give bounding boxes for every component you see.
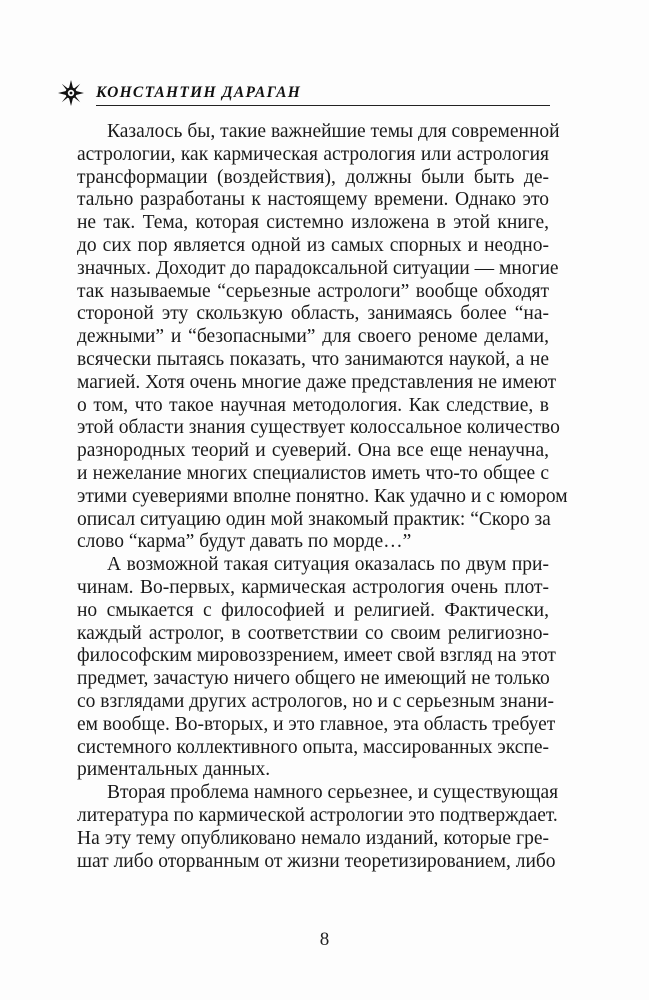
paragraph xyxy=(77,121,568,554)
text-line: А возможной такая ситуация оказалась по двум при- xyxy=(107,554,549,576)
text-line: дежными” и “безопасными” для своего реноме делами, xyxy=(77,326,549,348)
text-line: астрологии, как кармическая астрология или астрология xyxy=(77,143,549,165)
text-line: предмет, зачастую ничего общего не имеющий не только xyxy=(77,668,550,690)
text-line: разнородных теорий и суеверий. Она все еще ненаучна, xyxy=(77,440,549,462)
text-line: каждый астролог, в соответствии со своим религиозно- xyxy=(77,622,549,644)
text-line: так называемые “серьезные астрологи” вообще обходят xyxy=(77,280,549,302)
text-line: не так. Тема, которая системно изложена в этой книге, xyxy=(77,212,549,234)
page-number: 8 xyxy=(319,929,330,950)
paragraph xyxy=(77,782,559,873)
text-line: значных. Доходит до парадоксальной ситуации — многие xyxy=(77,257,559,279)
text-line: всячески пытаясь показать, что занимаются наукой, а не xyxy=(77,348,549,370)
text-line: трансформации (воздействия), должны были быть де- xyxy=(77,166,549,188)
text-line: стороной эту скользкую область, занимаясь более “на- xyxy=(77,303,549,325)
text-line: шат либо оторванным от жизни теоретизированием, либо xyxy=(77,850,556,872)
text-line: системного коллективного опыта, массированных экспе- xyxy=(77,736,549,758)
text-line: со взглядами других астрологов, но и с серьезным знани- xyxy=(77,690,554,712)
text-line: до сих пор является одной из самых спорных и неодно- xyxy=(77,234,549,256)
text-line: Казалось бы, такие важнейшие темы для современной xyxy=(107,121,560,142)
running-header xyxy=(58,80,550,108)
header-rule xyxy=(96,105,550,106)
text-line: магией. Хотя очень многие даже представления не имеют xyxy=(77,371,557,393)
text-line: описал ситуацию один мой знакомый практик: “Скоро за xyxy=(77,508,551,530)
paragraph xyxy=(77,554,556,782)
text-line: тально разработаны к настоящему времени. Однако это xyxy=(77,189,549,211)
text-line: На эту тему опубликовано немало изданий, которые гре- xyxy=(77,827,549,849)
text-line: слово “карма” будут давать по морде…” xyxy=(77,531,412,553)
text-line: о том, что такое научная методология. Как следствие, в xyxy=(77,394,549,416)
text-line: философским мировоззрением, имеет свой взгляд на этот xyxy=(77,645,556,667)
text-line: литература по кармической астрологии это подтверждает. xyxy=(77,804,558,826)
text-line: чинам. Во-первых, кармическая астрология очень плот- xyxy=(77,576,549,598)
text-line: Вторая проблема намного серьезнее, и существующая xyxy=(107,782,559,804)
text-line: но смыкается с философией и религией. Фактически, xyxy=(77,599,549,621)
text-line: этой области знания существует колоссальное количество xyxy=(77,417,560,439)
text-line: и нежелание многих специалистов иметь что-то общее с xyxy=(77,462,549,484)
body-text xyxy=(77,121,568,873)
header-author: КОНСТАНТИН ДАРАГАН xyxy=(96,84,302,101)
text-line: этими суевериями вполне понятно. Как удачно и с юмором xyxy=(77,485,568,507)
text-line: риментальных данных. xyxy=(77,759,271,781)
sun-ornament-icon xyxy=(58,80,84,106)
text-line: ем вообще. Во-вторых, и это главное, эта область требует xyxy=(77,713,556,735)
